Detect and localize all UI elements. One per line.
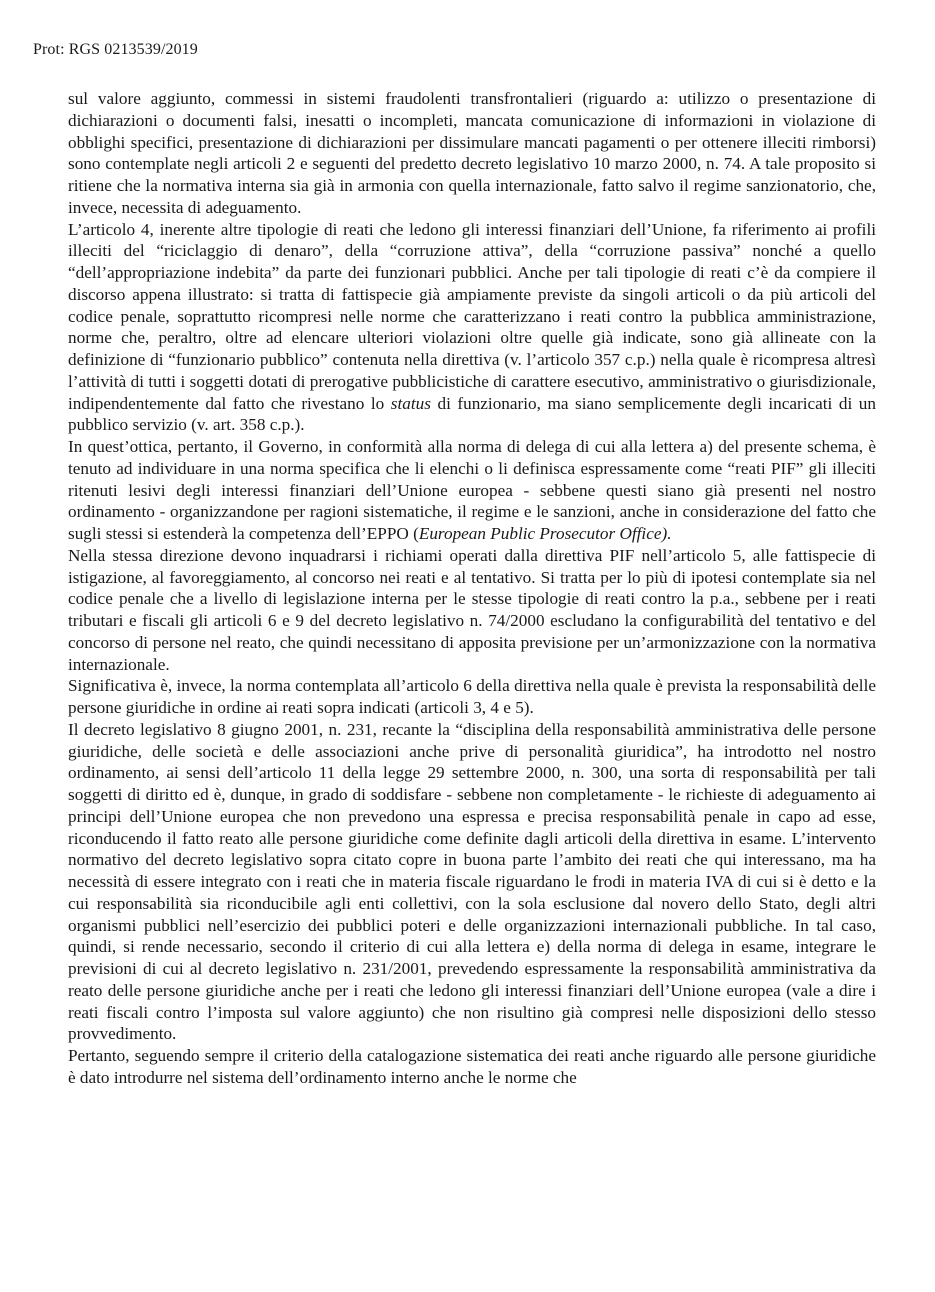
- paragraph-2: [68, 219, 876, 437]
- paragraph-7: [68, 1045, 876, 1089]
- paragraph-text: L’articolo 4, inerente altre tipologie di reati che ledono gli interessi finanziari dell’Unione, fa riferimento ai profili illeciti del “riciclaggio di denaro”, della “corruzione attiva”, della “corruzione passiva” nonché a quello “dell’appropriazione indebita” da parte dei funzionari pubblici. Anche per tali tipologie di reati c’è da compiere il discorso appena illustrato: si tratta di fattispecie già ampiamente previste da singoli articoli o da più articoli del codice penale, soprattutto ricompresi nelle norme che caratterizzano i reati contro la pubblica amministrazione, norme che, peraltro, oltre ad elencare ulteriori violazioni oltre quelle già indicate, sono già allineate con la definizione di “funzionario pubblico” contenuta nella direttiva (v. l’articolo 357 c.p.) nella quale è ricompresa altresì l’attività di tutti i soggetti dotati di prerogative pubblicistiche di carattere esecutivo, amministrativo o giurisdizionale, indipendentemente dal fatto che rivestano lo: [68, 219, 876, 413]
- paragraph-text: Pertanto, seguendo sempre il criterio della catalogazione sistematica dei reati anche riguardo alle persone giuridiche è dato introdurre nel sistema dell’ordinamento interno anche le norme che: [68, 1046, 876, 1087]
- italic-term: status: [390, 393, 431, 413]
- paragraph-4: [68, 545, 876, 676]
- paragraph-3: [68, 436, 876, 545]
- paragraph-text: In quest’ottica, pertanto, il Governo, in conformità alla norma di delega di cui alla lettera a) del presente schema, è tenuto ad individuare in una norma specifica che li elenchi o li definisca espressamente come “reati PIF” gli illeciti ritenuti lesivi degli interessi finanziari dell’Unione europea - sebbene questi siano già presenti nel nostro ordinamento - organizzandone per ragioni sistematiche, il regime e le sanzioni, anche in considerazione del fatto che sugli stessi si estenderà la competenza dell’EPPO (: [68, 437, 876, 543]
- document-body: [68, 88, 876, 1089]
- paragraph-5: [68, 675, 876, 719]
- protocol-number: Prot: RGS 0213539/2019: [33, 41, 198, 58]
- paragraph-text: Nella stessa direzione devono inquadrarsi i richiami operati dalla direttiva PIF nell’articolo 5, alle fattispecie di istigazione, al favoreggiamento, al concorso nei reati e al tentativo. Si tratta per lo più di ipotesi contemplate sia nel codice penale che a livello di legislazione interna per le stesse tipologie di reati contro la p.a., sebbene per i reati tributari e fiscali gli articoli 6 e 9 del decreto legislativo n. 74/2000 escludano la configurabilità del tentativo e del concorso di persone nel reato, che quindi necessitano di apposita previsione per un’armonizzazione con la normativa internazionale.: [68, 545, 876, 674]
- paragraph-6: [68, 719, 876, 1045]
- paragraph-1: [68, 88, 876, 219]
- paragraph-text: sul valore aggiunto, commessi in sistemi fraudolenti transfrontalieri (riguardo a: utilizzo o presentazione di dichiarazioni o documenti falsi, inesatti o incompleti, mancata comunicazione di informazioni in violazione di obblighi specifici, presentazione di dichiarazioni per dissimulare mancati pagamenti o per ottenere illeciti rimborsi) sono contemplate negli articoli 2 e seguenti del predetto decreto legislativo 10 marzo 2000, n. 74. A tale proposito si ritiene che la normativa interna sia già in armonia con quella internazionale, fatto salvo il regime sanzionatorio, che, invece, necessita di adeguamento.: [68, 89, 876, 217]
- paragraph-text: Significativa è, invece, la norma contemplata all’articolo 6 della direttiva nella quale è prevista la responsabilità delle persone giuridiche in ordine ai reati sopra indicati (articoli 3, 4 e 5).: [68, 676, 876, 717]
- italic-term: European Public Prosecutor Office).: [418, 524, 672, 543]
- paragraph-text: di funzionario, ma siano semplicemente degli incaricati di un pubblico servizio (v. art. 358 c.p.).: [68, 393, 876, 435]
- paragraph-text: Il decreto legislativo 8 giugno 2001, n. 231, recante la “disciplina della responsabilità amministrativa delle persone giuridiche, delle società e delle associazioni anche prive di personalità giuridica”, ha introdotto nel nostro ordinamento, ai sensi dell’articolo 11 della legge 29 settembre 2000, n. 300, una sorta di responsabilità per tali soggetti di diritto ed è, dunque, in grado di soddisfare - sebbene non completamente - le richieste di adeguamento ai principi dell’Unione europea che non prevedono una espressa e precisa responsabilità penale in capo ad esse, riconducendo il fatto reato alle persone giuridiche come definite dagli articoli della direttiva in esame. L’intervento normativo del decreto legislativo sopra citato copre in buona parte l’ambito dei reati che qui interessano, ma ha necessità di essere integrato con i reati che in materia fiscale riguardano le frodi in materia IVA di cui si è detto e la cui responsabilità sia riconducibile agli enti collettivi, con la sola esclusione dal novero dello Stato, degli altri organismi pubblici nell’esercizio dei pubblici poteri e delle organizzazioni internazionali pubbliche. In tal caso, quindi, si rende necessario, secondo il criterio di cui alla lettera e) della norma di delega in esame, integrare le previsioni di cui al decreto legislativo n. 231/2001, prevedendo espressamente la responsabilità amministrativa da reato delle persone giuridiche anche per i reati che ledono gli interessi finanziari dell’Unione europea (vale a dire i reati fiscali contro l’imposta sul valore aggiunto) che non risultino già compresi nelle disposizioni dello stesso provvedimento.: [68, 719, 876, 1044]
